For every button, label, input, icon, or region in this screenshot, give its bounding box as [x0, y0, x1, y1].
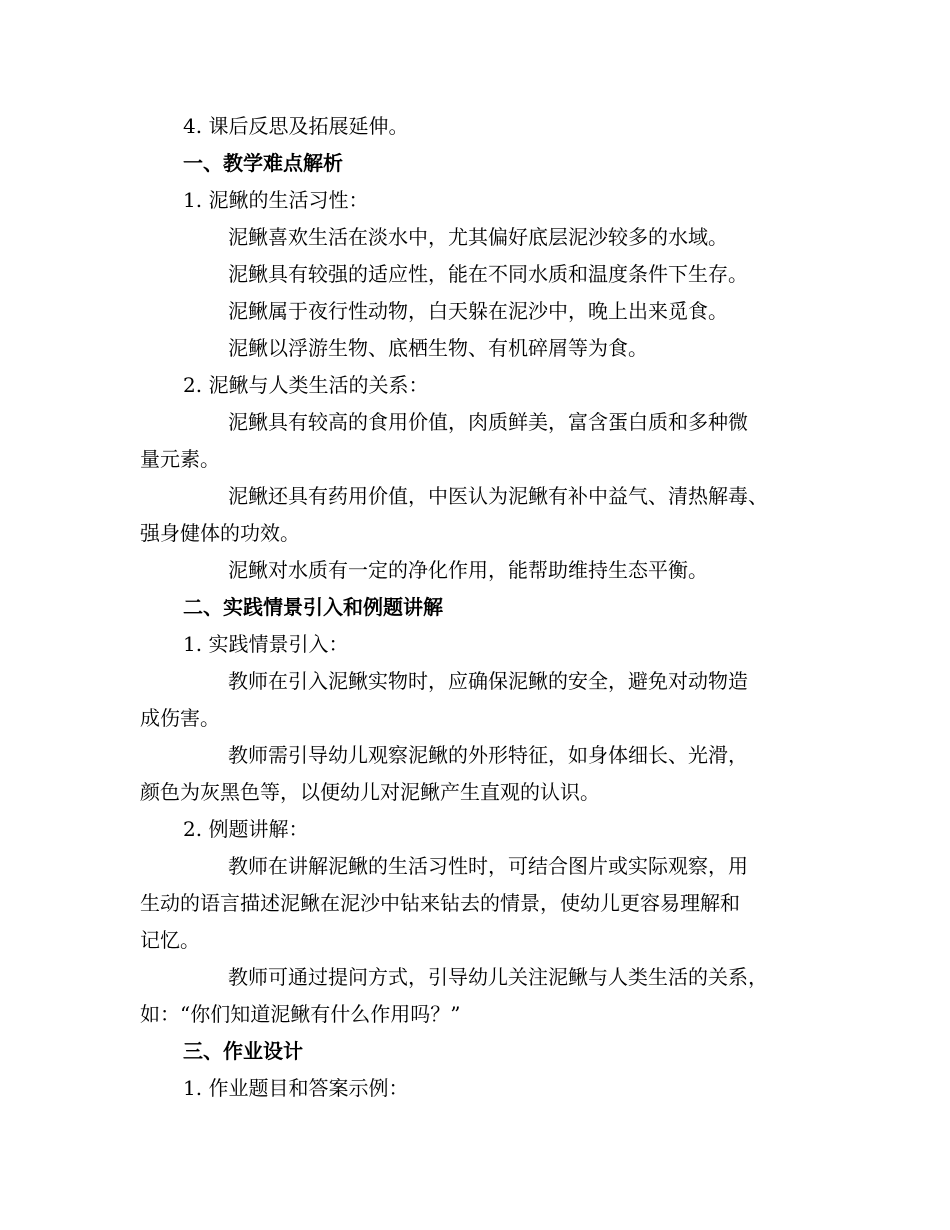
paragraph-line: 泥鳅具有较强的适应性，能在不同水质和温度条件下生存。 — [228, 262, 748, 286]
section-heading: 三、作业设计 — [183, 1039, 303, 1063]
paragraph-line: 教师在讲解泥鳅的生活习性时，可结合图片或实际观察，用 — [228, 854, 748, 878]
paragraph-line: 泥鳅对水质有一定的净化作用，能帮助维持生态平衡。 — [228, 558, 708, 582]
section-heading: 二、实践情景引入和例题讲解 — [183, 595, 443, 619]
paragraph-line: 泥鳅以浮游生物、底栖生物、有机碎屑等为食。 — [228, 336, 648, 360]
paragraph-continuation: 生动的语言描述泥鳅在泥沙中钻来钻去的情景，使幼儿更容易理解和 — [140, 891, 740, 915]
list-item: 1. 实践情景引入： — [183, 632, 349, 656]
paragraph-continuation: 如：“你们知道泥鳅有什么作用吗？” — [140, 1002, 461, 1026]
paragraph-line: 教师需引导幼儿观察泥鳅的外形特征，如身体细长、光滑， — [228, 743, 748, 767]
paragraph-continuation: 成伤害。 — [140, 706, 220, 730]
paragraph-line: 泥鳅还具有药用价值，中医认为泥鳅有补中益气、清热解毒、 — [228, 484, 768, 508]
paragraph-continuation: 量元素。 — [140, 447, 220, 471]
list-item: 1. 泥鳅的生活习性： — [183, 188, 369, 212]
list-item: 4. 课后反思及拓展延伸。 — [183, 114, 409, 138]
list-item: 2. 例题讲解： — [183, 817, 309, 841]
paragraph-line: 教师在引入泥鳅实物时，应确保泥鳅的安全，避免对动物造 — [228, 669, 748, 693]
paragraph-continuation: 记忆。 — [140, 928, 200, 952]
list-item: 1. 作业题目和答案示例： — [183, 1076, 409, 1100]
paragraph-line: 教师可通过提问方式，引导幼儿关注泥鳅与人类生活的关系， — [228, 965, 768, 989]
list-item: 2. 泥鳅与人类生活的关系： — [183, 373, 429, 397]
section-heading: 一、教学难点解析 — [183, 151, 343, 175]
paragraph-continuation: 颜色为灰黑色等，以便幼儿对泥鳅产生直观的认识。 — [140, 780, 600, 804]
paragraph-line: 泥鳅喜欢生活在淡水中，尤其偏好底层泥沙较多的水域。 — [228, 225, 728, 249]
paragraph-line: 泥鳅属于夜行性动物，白天躲在泥沙中，晚上出来觅食。 — [228, 299, 728, 323]
paragraph-line: 泥鳅具有较高的食用价值，肉质鲜美，富含蛋白质和多种微 — [228, 410, 748, 434]
paragraph-continuation: 强身健体的功效。 — [140, 521, 300, 545]
